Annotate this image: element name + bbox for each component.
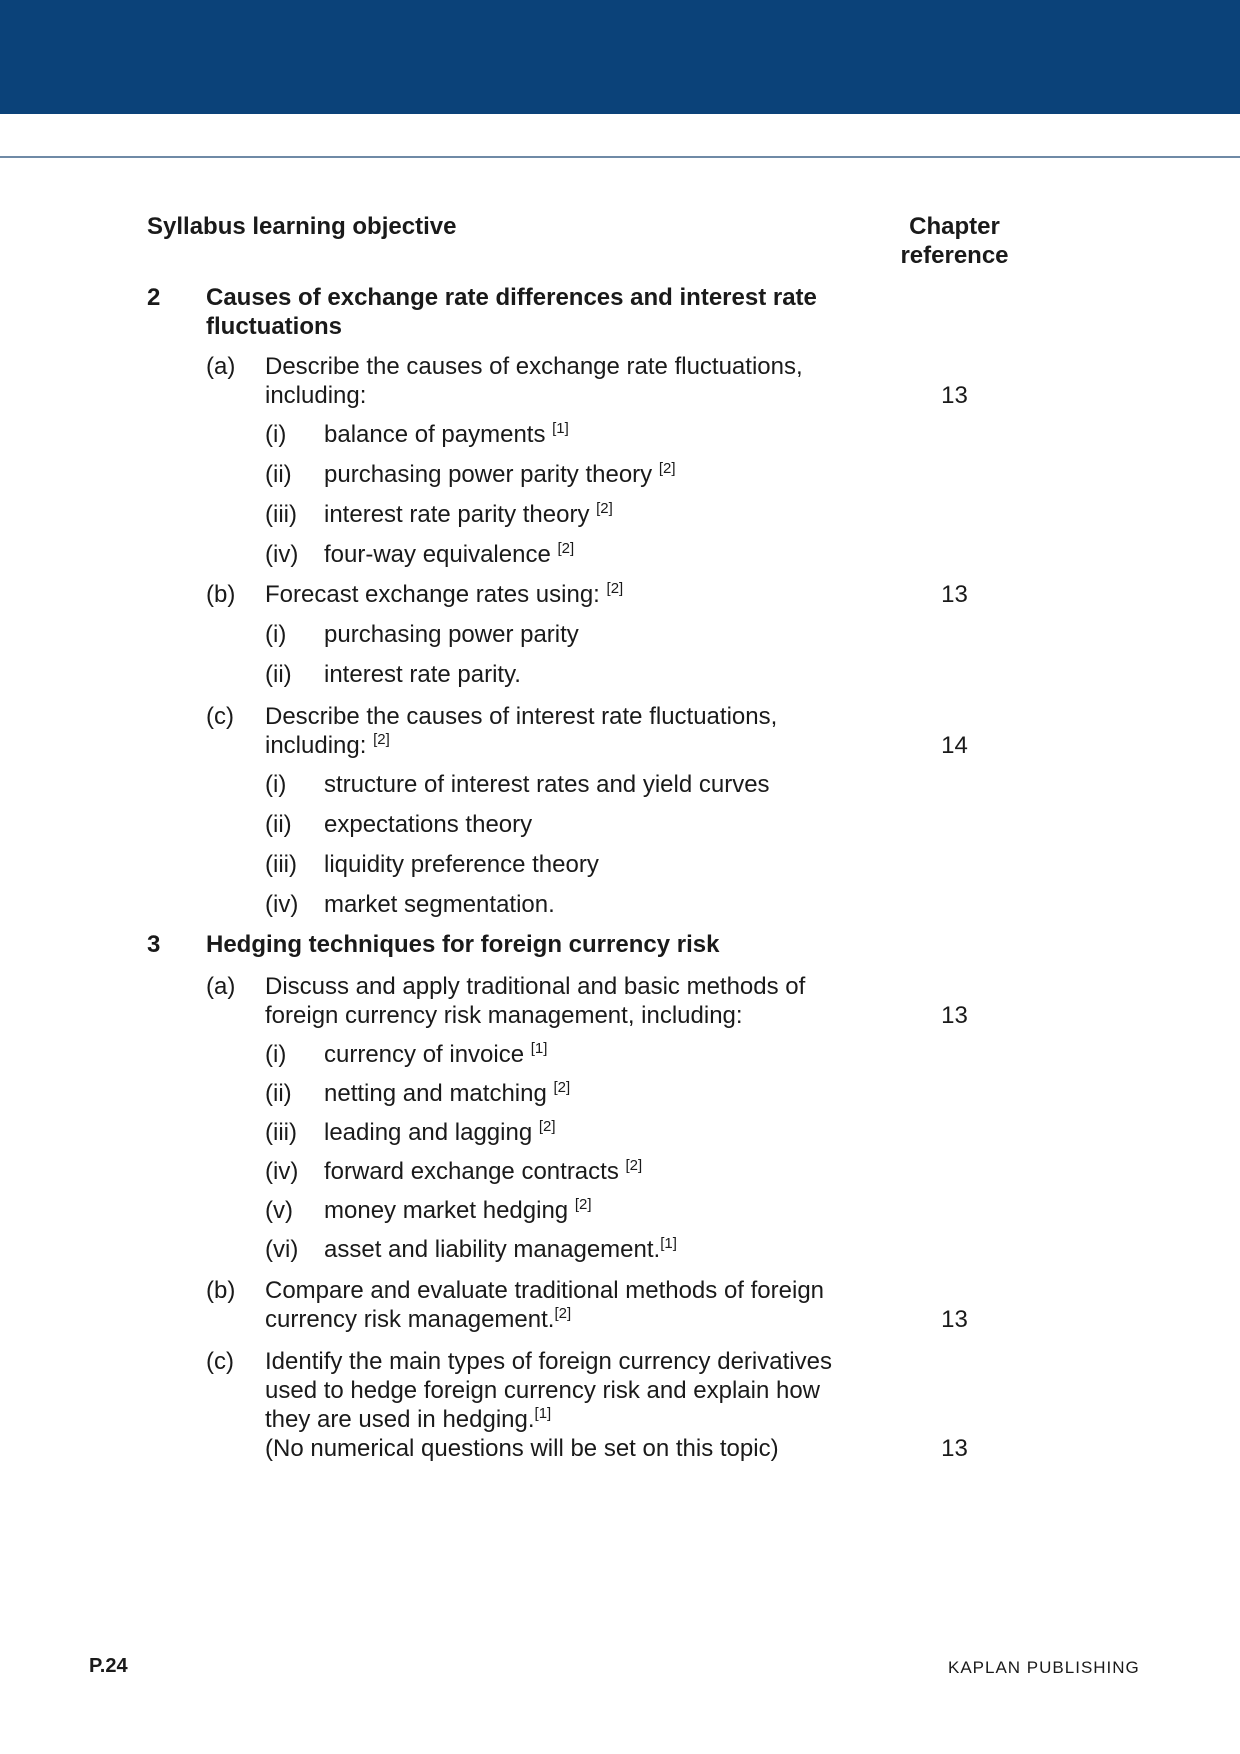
- sub-item-text-content: balance of payments: [324, 421, 553, 448]
- section-title: Hedging techniques for foreign currency risk: [206, 931, 720, 958]
- item-label: (c): [206, 703, 234, 730]
- sub-item-text-content: currency of invoice: [324, 1041, 531, 1068]
- publisher-name: KAPLAN PUBLISHING: [948, 1658, 1140, 1677]
- sub-item-text-content: asset and liability management.: [324, 1236, 661, 1263]
- sub-item-text: expectations theory: [324, 811, 533, 838]
- sub-item-text: [324, 420, 924, 449]
- sub-item-label: (iii): [265, 851, 297, 878]
- sub-item-label: (iii): [265, 1119, 297, 1146]
- section-title: [206, 283, 866, 341]
- level-marker: [1]: [534, 1405, 552, 1422]
- sub-item-text: interest rate parity.: [324, 661, 521, 688]
- item-text: [265, 702, 885, 760]
- sub-item-label: (iv): [265, 891, 299, 918]
- sub-item-text: structure of interest rates and yield curves: [324, 771, 770, 798]
- item-text-line: Compare and evaluate traditional methods of foreign: [265, 1277, 825, 1304]
- item-text-line: foreign currency risk management, including:: [265, 1002, 743, 1029]
- item-text-line: (No numerical questions will be set on this topic): [265, 1435, 779, 1462]
- chapter-reference: 13: [941, 1002, 968, 1029]
- item-text-line: used to hedge foreign currency risk and explain how: [265, 1377, 820, 1404]
- item-text-line: Describe the causes of interest rate fluctuations,: [265, 703, 778, 730]
- sub-item-text: liquidity preference theory: [324, 851, 599, 878]
- sub-item-text: [324, 540, 924, 569]
- item-text-line: including:: [265, 382, 367, 409]
- sub-item-label: (iv): [265, 541, 299, 568]
- level-marker: [2]: [557, 540, 575, 557]
- sub-item-label: (ii): [265, 811, 292, 838]
- chapter-column-header: [872, 212, 1037, 270]
- level-marker: [1]: [660, 1235, 677, 1252]
- section-number: 2: [147, 284, 161, 311]
- level-marker: [2]: [554, 1305, 572, 1322]
- header-divider: [0, 156, 1240, 158]
- sub-item-label: (ii): [265, 461, 292, 488]
- sub-item-text: [324, 1157, 924, 1186]
- item-text-line: [265, 1305, 885, 1334]
- level-marker: [1]: [552, 420, 569, 437]
- chapter-reference: 14: [941, 732, 968, 759]
- item-text-content: they are used in hedging.: [265, 1406, 535, 1433]
- item-text-line: Discuss and apply traditional and basic methods of: [265, 973, 806, 1000]
- sub-item-text: [324, 1196, 924, 1225]
- header-banner: [0, 0, 1240, 114]
- sub-item-text: [324, 1235, 924, 1264]
- chapter-header-line-1: Chapter: [909, 213, 1000, 240]
- sub-item-text-content: money market hedging: [324, 1197, 575, 1224]
- chapter-reference: 13: [941, 581, 968, 608]
- sub-item-label: (i): [265, 1041, 287, 1068]
- sub-item-text-content: four-way equivalence: [324, 541, 558, 568]
- item-text-line: Forecast exchange rates using:: [265, 581, 607, 608]
- section-number: 3: [147, 931, 161, 958]
- section-title-line: Causes of exchange rate differences and interest rate: [206, 284, 817, 311]
- level-marker: [2]: [625, 1157, 643, 1174]
- level-marker: [2]: [553, 1079, 571, 1096]
- level-marker: [1]: [530, 1040, 548, 1057]
- sub-item-label: (iii): [265, 501, 297, 528]
- level-marker: [2]: [538, 1118, 556, 1135]
- item-text: [265, 352, 885, 410]
- sub-item-text: [324, 1118, 924, 1147]
- item-text: [265, 972, 885, 1030]
- item-label: (b): [206, 1277, 236, 1304]
- sub-item-label: (i): [265, 771, 287, 798]
- level-marker: [2]: [596, 500, 613, 517]
- sub-item-text-content: interest rate parity theory: [324, 501, 597, 528]
- item-text-line: [265, 731, 885, 760]
- item-label: (a): [206, 353, 236, 380]
- objective-column-header: Syllabus learning objective: [147, 213, 457, 240]
- chapter-reference: 13: [941, 382, 968, 409]
- item-text: [265, 1276, 885, 1334]
- sub-item-label: (v): [265, 1197, 293, 1224]
- item-label: (a): [206, 973, 236, 1000]
- sub-item-label: (ii): [265, 661, 292, 688]
- item-text-line: Describe the causes of exchange rate fluctuations,: [265, 353, 803, 380]
- sub-item-label: (ii): [265, 1080, 292, 1107]
- level-marker: [2]: [658, 460, 676, 477]
- sub-item-label: (i): [265, 621, 287, 648]
- item-text-line: [265, 1405, 885, 1434]
- page-number: P.24: [89, 1655, 128, 1677]
- chapter-reference: 13: [941, 1306, 968, 1333]
- item-text-content: including:: [265, 732, 374, 759]
- sub-item-text: market segmentation.: [324, 891, 555, 918]
- sub-item-text: [324, 1040, 924, 1069]
- sub-item-label: (vi): [265, 1236, 299, 1263]
- sub-item-text: [324, 1079, 924, 1108]
- level-marker: [2]: [373, 731, 390, 748]
- sub-item-text: purchasing power parity: [324, 621, 579, 648]
- item-text: [265, 580, 885, 609]
- sub-item-text-content: purchasing power parity theory: [324, 461, 659, 488]
- level-marker: [2]: [606, 580, 624, 597]
- item-text: [265, 1347, 885, 1463]
- sub-item-label: (iv): [265, 1158, 299, 1185]
- sub-item-label: (i): [265, 421, 287, 448]
- level-marker: [2]: [574, 1196, 592, 1213]
- sub-item-text-content: forward exchange contracts: [324, 1158, 626, 1185]
- item-label: (b): [206, 581, 236, 608]
- item-text-line: Identify the main types of foreign currency derivatives: [265, 1348, 832, 1375]
- section-title-line: fluctuations: [206, 313, 342, 340]
- item-label: (c): [206, 1348, 234, 1375]
- sub-item-text: [324, 500, 924, 529]
- sub-item-text: [324, 460, 924, 489]
- sub-item-text-content: netting and matching: [324, 1080, 554, 1107]
- chapter-reference: 13: [941, 1435, 968, 1462]
- item-text-content: currency risk management.: [265, 1306, 555, 1333]
- sub-item-text-content: leading and lagging: [324, 1119, 539, 1146]
- chapter-header-line-2: reference: [900, 242, 1009, 269]
